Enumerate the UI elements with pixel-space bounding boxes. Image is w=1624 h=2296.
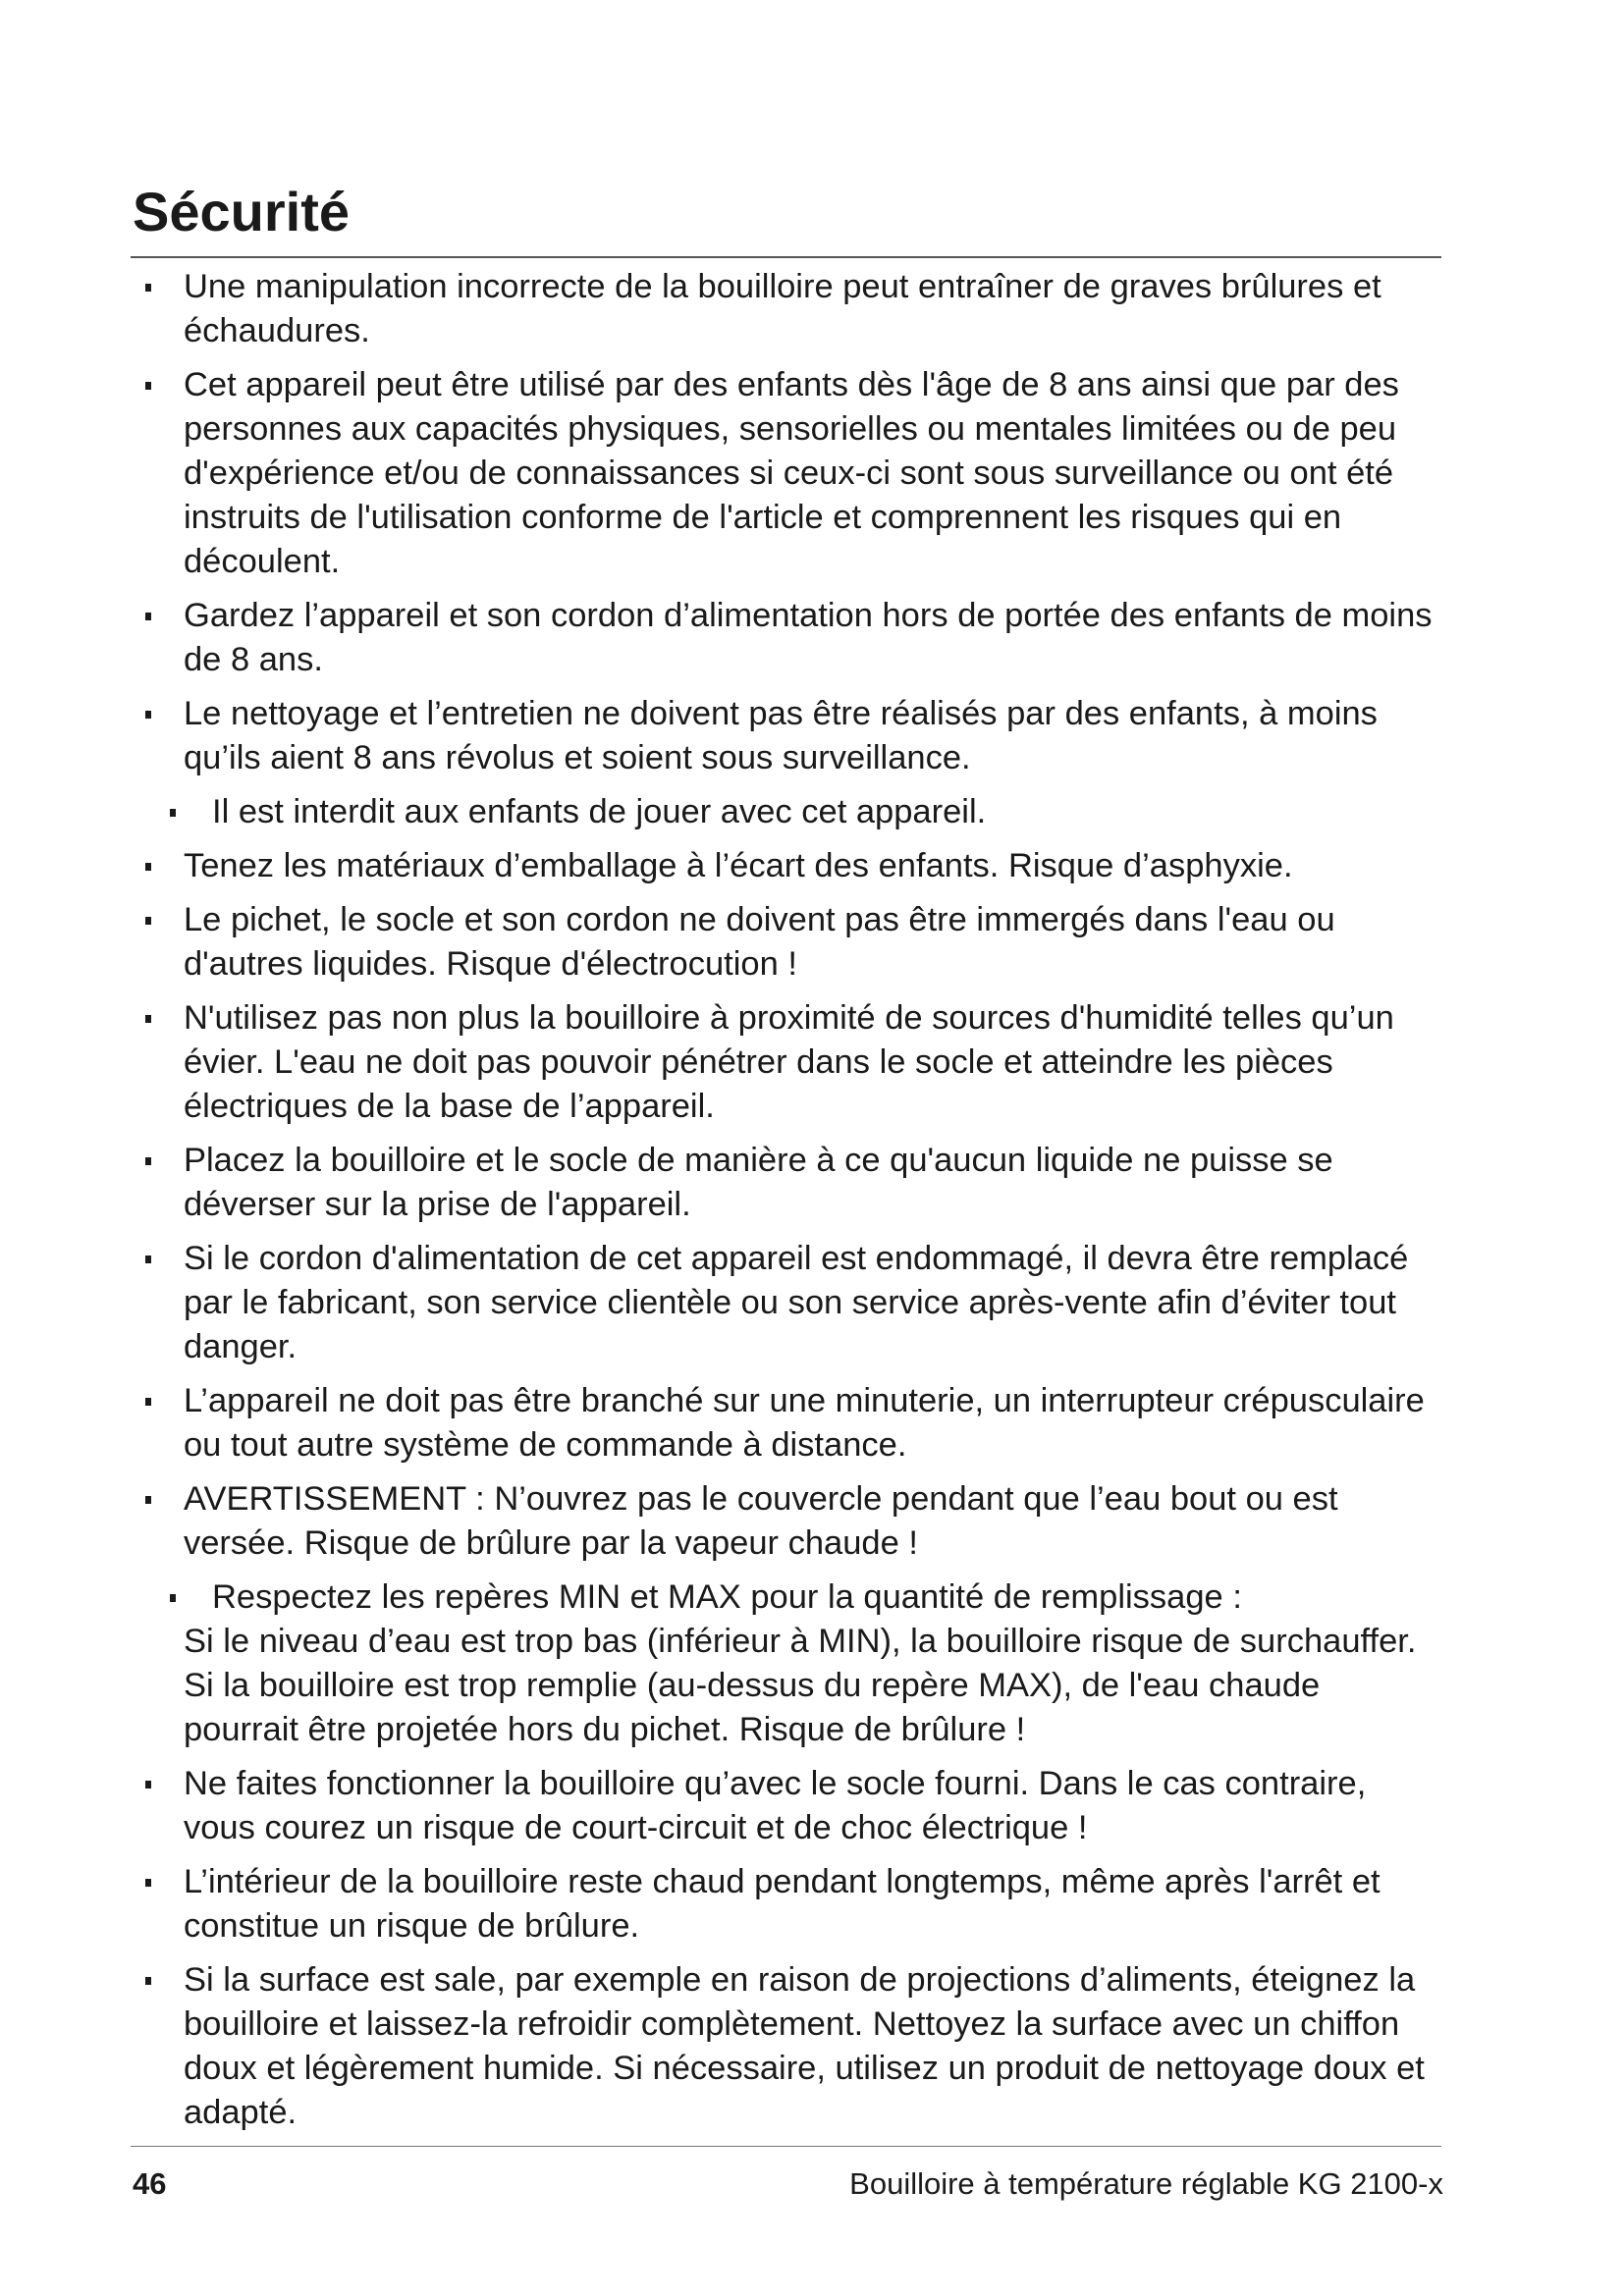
safety-item-text: Le pichet, le socle et son cordon ne doivent pas être immergés dans l'eau ou d'autres liquides. Risque d'électrocution ! (184, 901, 1335, 983)
safety-item (131, 1237, 1441, 1369)
bullet-icon (145, 1977, 151, 1985)
bullet-icon (145, 1496, 151, 1504)
safety-item-text: Placez la bouilloire et le socle de manière à ce qu'aucun liquide ne puisse se déverser sur la prise de l'appareil. (184, 1142, 1333, 1223)
safety-item-continuation: pourrait être projetée hors du pichet. Risque de brûlure ! (184, 1711, 1026, 1748)
safety-item-text: N'utilisez pas non plus la bouilloire à proximité de sources d'humidité telles qu’un évier. L'eau ne doit pas pouvoir pénétrer dans le socle et atteindre les pièces électriques de la base de l’appareil. (184, 999, 1394, 1125)
page-title: Sécurité (133, 181, 350, 242)
safety-item (131, 1477, 1441, 1566)
safety-item-text: Si le cordon d'alimentation de cet appareil est endommagé, il devra être remplacé par le fabricant, son service clientèle ou son service après-vente afin d’éviter tout danger. (184, 1240, 1409, 1365)
safety-item (131, 1379, 1441, 1468)
bullet-icon (170, 809, 176, 817)
bullet-icon (145, 1781, 151, 1789)
safety-item-text: Le nettoyage et l’entretien ne doivent pas être réalisés par des enfants, à moins qu’ils aient 8 ans révolus et soient sous surveillance. (184, 695, 1378, 776)
safety-item-text: Tenez les matériaux d’emballage à l’écart des enfants. Risque d’asphyxie. (184, 847, 1293, 884)
bullet-icon (145, 1879, 151, 1887)
safety-item (131, 692, 1441, 780)
title-divider (131, 256, 1441, 258)
product-name: Bouilloire à température réglable KG 2100-x (849, 2166, 1443, 2201)
safety-item-text: Ne faites fonctionner la bouilloire qu’avec le socle fourni. Dans le cas contraire, vous courez un risque de court-circuit et de choc électrique ! (184, 1765, 1367, 1846)
safety-item-text: Une manipulation incorrecte de la bouilloire peut entraîner de graves brûlures et échaudures. (184, 268, 1381, 349)
bullet-icon (145, 711, 151, 719)
safety-item-text: AVERTISSEMENT : N’ouvrez pas le couvercle pendant que l’eau bout ou est versée. Risque de brûlure par la vapeur chaude ! (184, 1480, 1338, 1562)
bullet-icon (145, 1157, 151, 1165)
safety-item (131, 363, 1441, 584)
safety-item (131, 1860, 1441, 1949)
safety-item (131, 594, 1441, 682)
page-number: 46 (133, 2166, 167, 2201)
bullet-icon (170, 1594, 176, 1602)
safety-item (131, 790, 1441, 834)
bullet-icon (145, 284, 151, 292)
safety-list (131, 265, 1441, 2145)
safety-item-text: L’appareil ne doit pas être branché sur une minuterie, un interrupteur crépusculaire ou tout autre système de commande à distance. (184, 1382, 1425, 1464)
safety-item (131, 1958, 1441, 2135)
bullet-icon (145, 382, 151, 390)
safety-item-text: Respectez les repères MIN et MAX pour la quantité de remplissage : (212, 1578, 1242, 1616)
footer-divider (131, 2146, 1441, 2147)
safety-item (131, 1575, 1441, 1752)
safety-item (131, 265, 1441, 353)
safety-item (131, 996, 1441, 1129)
safety-item (131, 898, 1441, 987)
safety-item-text: L’intérieur de la bouilloire reste chaud pendant longtemps, même après l'arrêt et constitue un risque de brûlure. (184, 1863, 1380, 1945)
bullet-icon (145, 863, 151, 871)
safety-item-text: Gardez l’appareil et son cordon d’alimentation hors de portée des enfants de moins de 8 ans. (184, 597, 1433, 678)
bullet-icon (145, 1015, 151, 1023)
safety-item (131, 1139, 1441, 1227)
safety-item (131, 844, 1441, 888)
safety-item-text: Cet appareil peut être utilisé par des enfants dès l'âge de 8 ans ainsi que par des personnes aux capacités physiques, sensorielles ou mentales limitées ou de peu d'expérience et/ou de connaissances si ceux-ci sont sous surveillance ou ont été instruits de l'utilisation conforme de l'article et comprennent les risques qui en découlent. (184, 366, 1399, 580)
bullet-icon (145, 613, 151, 620)
bullet-icon (145, 1255, 151, 1263)
safety-item-continuation: Si la bouilloire est trop remplie (au-dessus du repère MAX), de l'eau chaude (184, 1667, 1321, 1704)
bullet-icon (145, 1398, 151, 1406)
safety-item-text: Si la surface est sale, par exemple en raison de projections d’aliments, éteignez la bouilloire et laissez-la refroidir complètement. Nettoyez la surface avec un chiffon doux et légèrement humide. Si nécessaire, utilisez un produit de nettoyage doux et adapté. (184, 1961, 1425, 2131)
safety-item-text: Il est interdit aux enfants de jouer avec cet appareil. (212, 793, 987, 830)
safety-item (131, 1762, 1441, 1850)
bullet-icon (145, 917, 151, 925)
safety-item-continuation: Si le niveau d’eau est trop bas (inférieur à MIN), la bouilloire risque de surchauffer. (184, 1623, 1417, 1660)
